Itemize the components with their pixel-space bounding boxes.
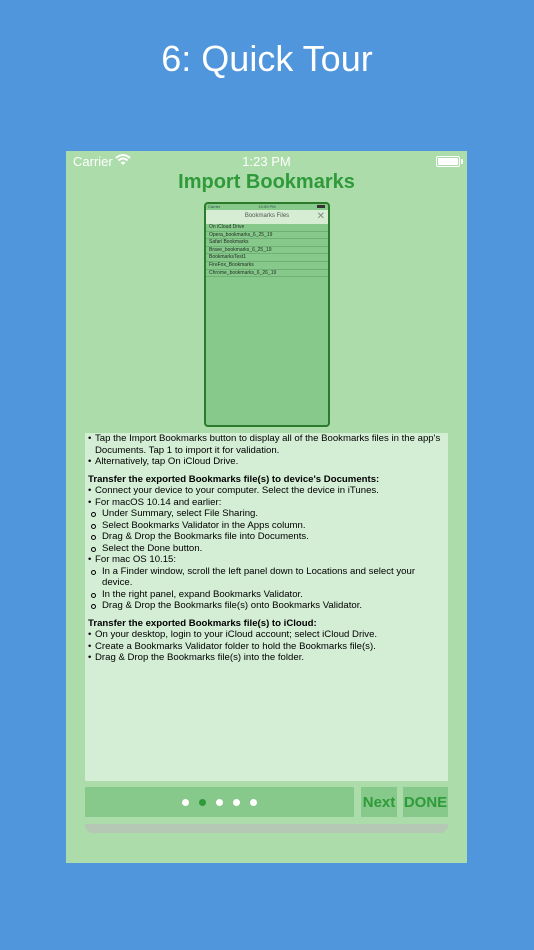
mini-battery-icon: [317, 205, 325, 208]
next-button[interactable]: Next: [361, 787, 397, 817]
done-button[interactable]: DONE: [403, 787, 448, 817]
instruction-sub-bullet: Select the Done button.: [85, 543, 448, 555]
instruction-sub-bullet: Drag & Drop the Bookmarks file into Documents.: [85, 531, 448, 543]
instruction-bullet: • For macOS 10.14 and earlier:: [85, 497, 448, 509]
close-icon: ✕: [316, 211, 325, 222]
status-bar: [66, 151, 467, 171]
instruction-sub-bullet: Under Summary, select File Sharing.: [85, 508, 448, 520]
instruction-sub-bullet: In the right panel, expand Bookmarks Validator.: [85, 589, 448, 601]
instruction-sub-bullet: Select Bookmarks Validator in the Apps column.: [85, 520, 448, 532]
page-control-bar: [85, 787, 354, 817]
list-item: Brave_bookmarks_6_25_19: [206, 247, 328, 255]
page-dot-5[interactable]: [250, 799, 257, 806]
bottom-strip: [85, 824, 448, 833]
instruction-bullet: • On your desktop, login to your iCloud account; select iCloud Drive.: [85, 629, 448, 641]
mini-file-list: [206, 224, 328, 277]
mini-carrier: Carrier: [208, 204, 221, 209]
instruction-bullet: • Drag & Drop the Bookmarks file(s) into the folder.: [85, 652, 448, 664]
instructions-panel[interactable]: [85, 433, 448, 781]
list-item: Opera_bookmarks_6_25_19: [206, 232, 328, 240]
instruction-bullet: • Tap the Import Bookmarks button to display all of the Bookmarks files in the app's Documents. Tap 1 to import it for validation.: [85, 433, 448, 456]
bookmarks-files-screenshot: [204, 202, 330, 427]
screen-title: Import Bookmarks: [178, 171, 355, 193]
page-dot-3[interactable]: [216, 799, 223, 806]
list-item: Safari Bookmarks: [206, 239, 328, 247]
instruction-bullet: • Create a Bookmarks Validator folder to hold the Bookmarks file(s).: [85, 641, 448, 653]
battery-icon: [436, 156, 460, 167]
instruction-bullet: • Connect your device to your computer. Select the device in iTunes.: [85, 485, 448, 497]
list-item: Chrome_bookmarks_6_26_19: [206, 270, 328, 278]
page-title: 6: Quick Tour: [161, 38, 373, 79]
device-screen: [66, 151, 467, 863]
page-dot-4[interactable]: [233, 799, 240, 806]
mini-header: [206, 210, 328, 224]
icloud-section-heading: Transfer the exported Bookmarks file(s) to iCloud:: [88, 617, 317, 629]
mini-status-bar: [206, 204, 328, 209]
page-indicator[interactable]: [85, 787, 354, 817]
status-time: 1:23 PM: [242, 154, 291, 169]
list-item: On iCloud Drive: [206, 224, 328, 232]
instruction-bullet: • Alternatively, tap On iCloud Drive.: [85, 456, 448, 468]
list-item: FireFox_Bookmarks: [206, 262, 328, 270]
page-dot-2[interactable]: [199, 799, 206, 806]
instruction-sub-bullet: Drag & Drop the Bookmarks file(s) onto Bookmarks Validator.: [85, 600, 448, 612]
list-item: BookmarksTest1: [206, 254, 328, 262]
mini-time: 10:59 PM: [258, 204, 276, 209]
instruction-bullet: • For mac OS 10.15:: [85, 554, 448, 566]
page-dot-1[interactable]: [182, 799, 189, 806]
documents-section-heading: Transfer the exported Bookmarks file(s) to device's Documents:: [88, 473, 380, 485]
instruction-sub-bullet: In a Finder window, scroll the left panel down to Locations and select your device.: [85, 566, 448, 589]
mini-header-title: Bookmarks Files: [244, 213, 290, 219]
carrier-label: Carrier: [73, 154, 113, 169]
